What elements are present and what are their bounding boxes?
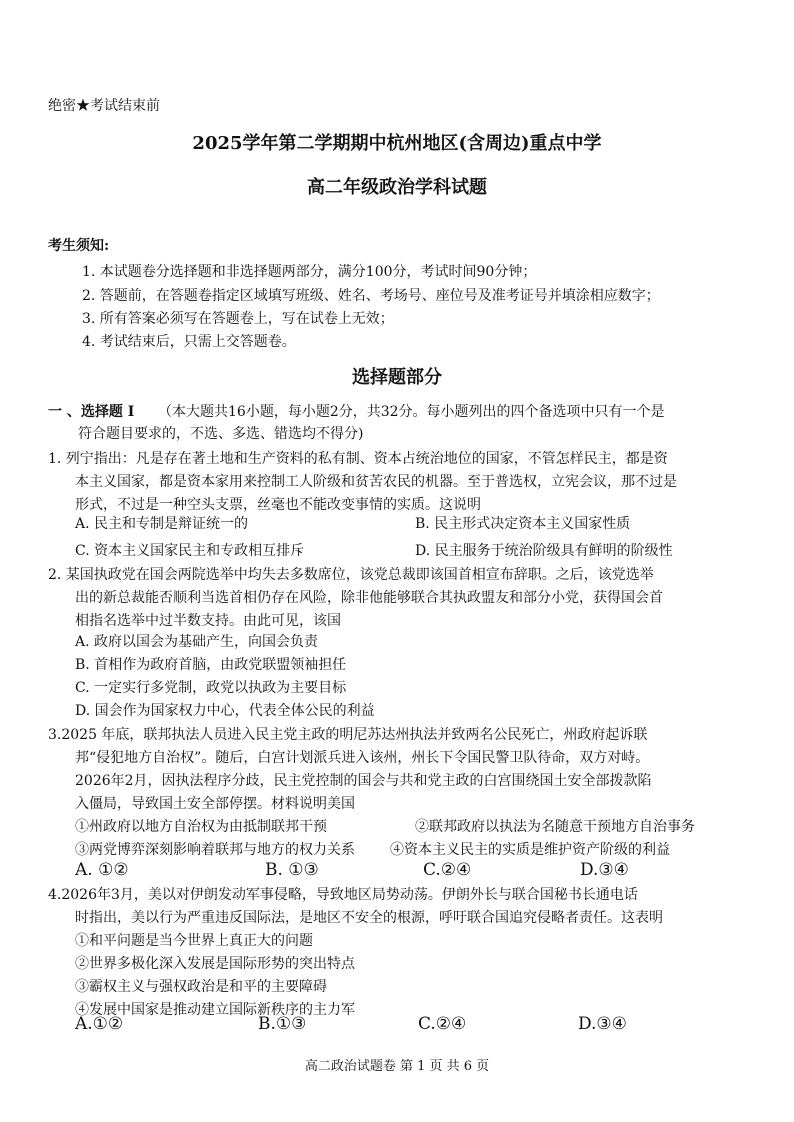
- option-b: B. 首相作为政府首脑，由政党联盟领袖担任: [75, 657, 347, 673]
- question-text: 形式，不过是一种空头支票，丝毫也不能改变事情的实质。这说明: [75, 497, 481, 513]
- statement: ①州政府以地方自治权为由抵制联邦干预: [75, 819, 327, 835]
- statement: ④发展中国家是推动建立国际新秩序的主力军: [75, 1002, 355, 1018]
- exam-subtitle: 高二年级政治学科试题: [307, 177, 487, 198]
- statement: ③霸权主义与强权政治是和平的主要障碍: [75, 979, 327, 995]
- part-description: （本大题共16小题，每小题2分，共32分。每小题列出的四个备选项中只有一个是: [158, 404, 665, 420]
- option-d: D.③④: [580, 860, 629, 880]
- exam-title: 2025学年第二学期期中杭州地区(含周边)重点中学: [192, 133, 602, 154]
- statement: ③两党博弈深刻影响着联邦与地方的权力关系: [75, 842, 355, 858]
- option-c: C.②④: [418, 1014, 467, 1034]
- statement: ④资本主义民主的实质是维护资产阶级的利益: [390, 842, 670, 858]
- statement: ①和平问题是当今世界上真正大的问题: [75, 933, 313, 949]
- question-text: 本主义国家，都是资本家用来控制工人阶级和贫苦农民的机器。至于普选权，立宪会议，那不过是: [75, 474, 677, 490]
- part-description: 符合题目要求的，不选、多选、错选均不得分): [78, 426, 364, 442]
- question-text: 出的新总裁能否顺利当选首相仍存在风险，除非他能够联合其执政盟友和部分小党，获得国会首: [75, 590, 663, 606]
- notice-heading: 考生须知:: [48, 238, 110, 254]
- option-b: B. ①③: [265, 860, 319, 880]
- option-b: B. 民主形式决定资本主义国家性质: [415, 516, 631, 532]
- question-text: 时指出，美以行为严重违反国际法，是地区不安全的根源，呼吁联合国追究侵略者责任。这表明: [75, 910, 663, 926]
- option-c: C.②④: [423, 860, 472, 880]
- option-b: B.①③: [258, 1014, 307, 1034]
- question-text: 2026年2月，因执法程序分歧，民主党控制的国会与共和党主政的白宫围绕国土安全部拨款陷: [75, 773, 652, 789]
- question-text: 1. 列宁指出：凡是存在著土地和生产资料的私有制、资本占统治地位的国家，不管怎样民主，都是资: [48, 451, 668, 467]
- notice-item: 4. 考试结束后，只需上交答题卷。: [82, 334, 296, 350]
- question-text: 相指名选举中过半数支持。由此可见，该国: [75, 613, 341, 629]
- statement: ②联邦政府以执法为名随意干预地方自治事务: [415, 819, 695, 835]
- statement: ②世界多极化深入发展是国际形势的突出特点: [75, 956, 355, 972]
- option-d: D.③④: [578, 1014, 627, 1034]
- page-footer: 高二政治试题卷 第 1 页 共 6 页: [304, 1059, 490, 1074]
- question-text: 3.2025 年底，联邦执法人员进入民主党主政的明尼苏达州执法并致两名公民死亡，州政府起诉联: [48, 727, 648, 743]
- question-text: 4.2026年3月，美以对伊朗发动军事侵略，导致地区局势动荡。伊朗外长与联合国秘书长通电话: [48, 887, 638, 903]
- notice-item: 3. 所有答案必须写在答题卷上，写在试卷上无效；: [82, 311, 394, 327]
- question-text: 入僵局，导致国土安全部停摆。材料说明美国: [75, 796, 355, 812]
- option-d: D. 民主服务于统治阶级具有鲜明的阶级性: [415, 543, 673, 559]
- notice-item: 1. 本试题卷分选择题和非选择题两部分，满分100分，考试时间90分钟；: [82, 264, 537, 280]
- option-d: D. 国会作为国家权力中心，代表全体公民的利益: [75, 703, 375, 719]
- question-text: 2. 某国执政党在国会两院选举中均失去多数席位，该党总裁即该国首相宣布辞职。之后，该党选举: [48, 567, 654, 583]
- option-c: C. 资本主义国家民主和专政相互排斥: [75, 543, 305, 559]
- part-label: 一 、选择题 I: [48, 404, 135, 420]
- notice-item: 2. 答题前，在答题卷指定区域填写班级、姓名、考场号、座位号及准考证号并填涂相应数字；: [82, 288, 660, 304]
- question-text: 邦“侵犯地方自治权”。随后，白宫计划派兵进入该州，州长下令国民警卫队待命，双方对峙。: [75, 750, 650, 766]
- option-a: A. ①②: [75, 860, 129, 880]
- section-title: 选择题部分: [352, 367, 442, 388]
- option-c: C. 一定实行多党制，政党以执政为主要目标: [75, 680, 347, 696]
- option-a: A. 政府以国会为基础产生，向国会负责: [75, 634, 319, 650]
- option-a: A. 民主和专制是辩证统一的: [75, 516, 249, 532]
- secret-label: 绝密★考试结束前: [48, 98, 160, 114]
- option-a: A.①②: [75, 1014, 124, 1034]
